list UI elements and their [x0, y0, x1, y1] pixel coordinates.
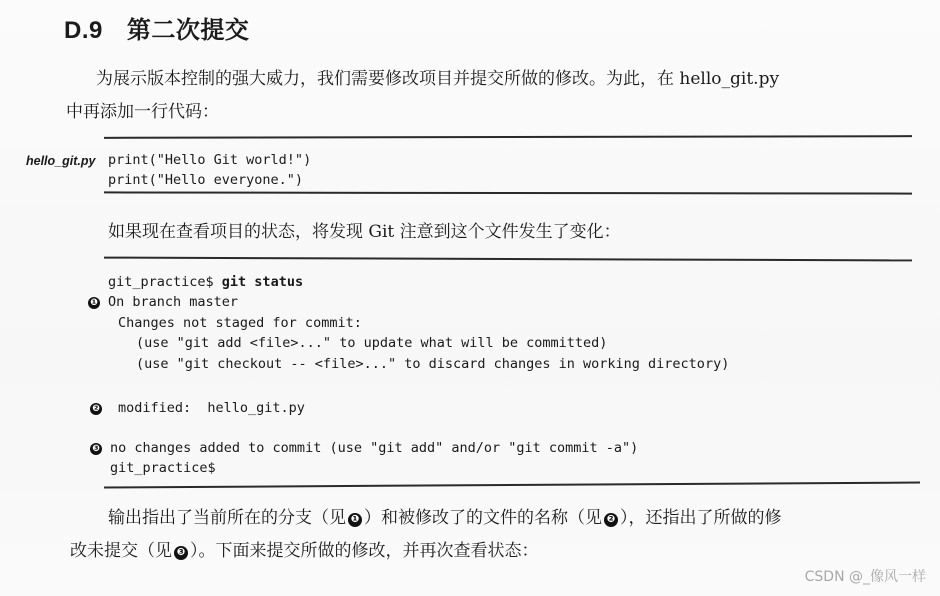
listing-top-rule — [104, 135, 912, 138]
callout-3-ref-icon: ❸ — [174, 546, 188, 560]
watermark: CSDN @_像风一样 — [804, 569, 926, 585]
explanation-line-2 — [70, 535, 539, 567]
callout-1-icon: ❶ — [88, 297, 100, 309]
explanation-text: ）和被修改了的文件的名称（见 — [364, 508, 602, 528]
terminal-output-line: no changes added to commit (use "git add" and/or "git commit -a") — [110, 440, 639, 456]
explanation-text: ），还指出了所做的修 — [620, 508, 782, 528]
terminal-bottom-rule — [104, 482, 920, 489]
code-line: print("Hello everyone.") — [108, 172, 304, 188]
callout-3-icon: ❸ — [90, 443, 102, 455]
explanation-text: 输出指出了当前所在的分支（见 — [108, 508, 346, 528]
terminal-prompt: git_practice$ — [108, 274, 222, 290]
section-title: 第二次提交 — [126, 16, 250, 44]
status-intro: 如果现在查看项目的状态，将发现 Git 注意到这个文件发生了变化： — [108, 222, 621, 242]
explanation-line-1 — [108, 502, 782, 534]
terminal-output-line: On branch master — [108, 294, 239, 310]
callout-1-ref-icon: ❶ — [348, 513, 362, 527]
code-line: print("Hello Git world!") — [108, 152, 312, 168]
terminal-output-line: modified: hello_git.py — [118, 400, 305, 416]
intro-line-2: 中再添加一行代码： — [66, 102, 219, 122]
terminal-output-line: Changes not staged for commit: — [118, 315, 362, 331]
section-heading — [64, 10, 249, 45]
explanation-text: ）。下面来提交所做的修改，并再次查看状态： — [190, 541, 539, 561]
terminal-command: git status — [221, 274, 304, 290]
terminal-output-line: (use "git checkout -- <file>..." to discard changes in working directory) — [136, 356, 730, 372]
callout-2-ref-icon: ❷ — [604, 513, 618, 527]
terminal-top-rule — [104, 257, 912, 261]
section-number: D.9 — [64, 17, 103, 44]
listing-bottom-rule — [104, 191, 912, 194]
intro-line-1: 为展示版本控制的强大威力，我们需要修改项目并提交所做的修改。为此，在 hello_git.py — [96, 69, 780, 89]
listing-file-label: hello_git.py — [26, 154, 96, 168]
explanation-text: 改未提交（见 — [70, 541, 172, 561]
terminal-output-line: git_practice$ — [110, 460, 216, 476]
callout-2-icon: ❷ — [90, 403, 102, 415]
terminal-command-line — [108, 272, 303, 292]
terminal-output-line: (use "git add <file>..." to update what will be committed) — [136, 335, 608, 351]
